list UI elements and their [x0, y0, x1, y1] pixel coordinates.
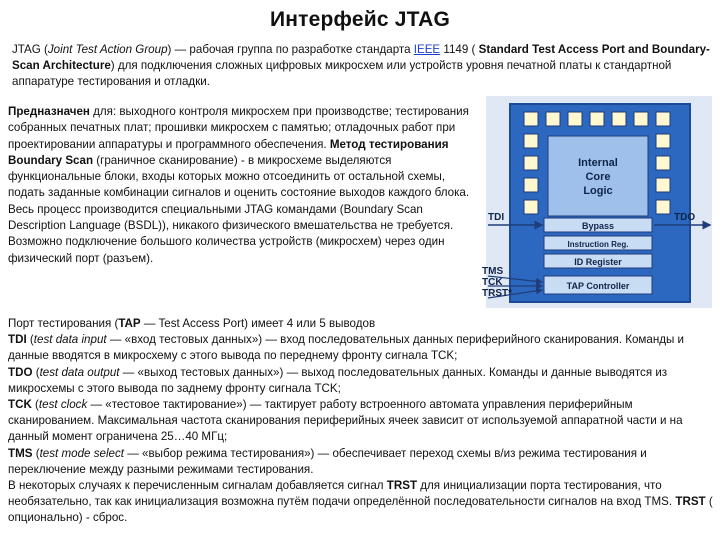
tdi-description: TDI (test data input — «вход тестовых данных») — вход последовательных данных периферийного сканирования. Команды и данные вводятся в микросхему с этого вывода по переднему фронту сигнала TCK; [8, 333, 685, 363]
id-register-label: ID Register [574, 257, 622, 267]
tck-label: TCK [482, 277, 503, 288]
standard-name: Standard Test Access Port and Boundary-Scan Architecture [12, 43, 710, 72]
core-label-1: Internal [578, 157, 618, 169]
purpose-lead: Предназначен [8, 105, 90, 118]
purpose-paragraph: Предназначен для: выходного контроля микросхем при производстве; тестирования собранных печатных плат; прошивки микросхем с памятью; отладочных работ при проектировании аппаратуры и программного обеспечения. Метод тестирования Boundary Scan (граничное сканирование) - в микросхеме выделяются функциональные блоки, входы которых можно отсоединить от остальной схемы, подать заданные комбинации сигналов и оценить состояние выходов каждого блока. Весь процесс производится специальными JTAG командами (Boundary Scan Description Language (BSDL)), никакого физического вмешательства не требуется. Возможно подключение большого количества устройств (микросхем) через один физический порт (разъем). [8, 105, 470, 265]
intro-paragraph: JTAG (Joint Test Action Group) — рабочая группа по разработке стандарта IEEE 1149 ( Standard Test Access Port and Boundary-Scan Architecture) для подключения сложных цифровых микросхем или устройств уровня печатной платы к стандартной аппаратуре тестирования и отладки. [12, 43, 710, 88]
bypass-label: Bypass [581, 221, 615, 231]
jtag-diagram [478, 96, 714, 310]
port-description [8, 316, 714, 527]
tdi-label: TDI [488, 212, 505, 223]
tdo-description: TDO (test data output — «выход тестовых данных») — выход последовательных данных. Команды и данные выводятся из микросхемы с этого вывода по заднему фронту сигнала TCK; [8, 365, 668, 395]
port-intro-line: Порт тестирования (TAP — Test Access Port) имеет 4 или 5 выводов [8, 317, 376, 330]
tms-label: TMS [482, 266, 504, 277]
tdo-label: TDO [674, 212, 696, 223]
trst-description: В некоторых случаях к перечисленным сигналам добавляется сигнал TRST для инициализации порта тестирования, что необязательно, так как инициализация возможна путём подачи определённой последовательности сигналов на вход TMS. TRST ( опционально) - сброс. [8, 479, 713, 525]
method-name: Метод тестирования Boundary Scan [8, 137, 449, 167]
instruction-label: Instruction Reg. [567, 240, 629, 249]
tms-description: TMS (test mode select — «выбор режима тестирования») — обеспечивает переход схемы в/из режима тестирования и переключение между разными режимами тестирования. [8, 446, 647, 476]
core-label-3: Logic [583, 185, 613, 197]
core-label-2: Core [585, 171, 611, 183]
tck-description: TCK (test clock — «тестовое тактирование») — тактирует работу встроенного автомата управления периферийным сканированием. Максимальная частота сканирования периферийных ячеек зависит от используемой аппаратной части и на данный момент ограничена 25…40 МГц; [8, 398, 683, 444]
page-title: Интерфейс JTAG [269, 8, 451, 31]
jtag-term: JTAG [12, 43, 41, 56]
jtag-diagram-svg [478, 96, 714, 310]
trst-label: TRST* [482, 288, 512, 299]
boundary-cells-top [524, 112, 670, 126]
ieee-link[interactable]: IEEE [413, 43, 441, 56]
jtag-expansion: Joint Test Action Group [47, 43, 168, 56]
tap-controller-label: TAP Controller [566, 281, 630, 291]
